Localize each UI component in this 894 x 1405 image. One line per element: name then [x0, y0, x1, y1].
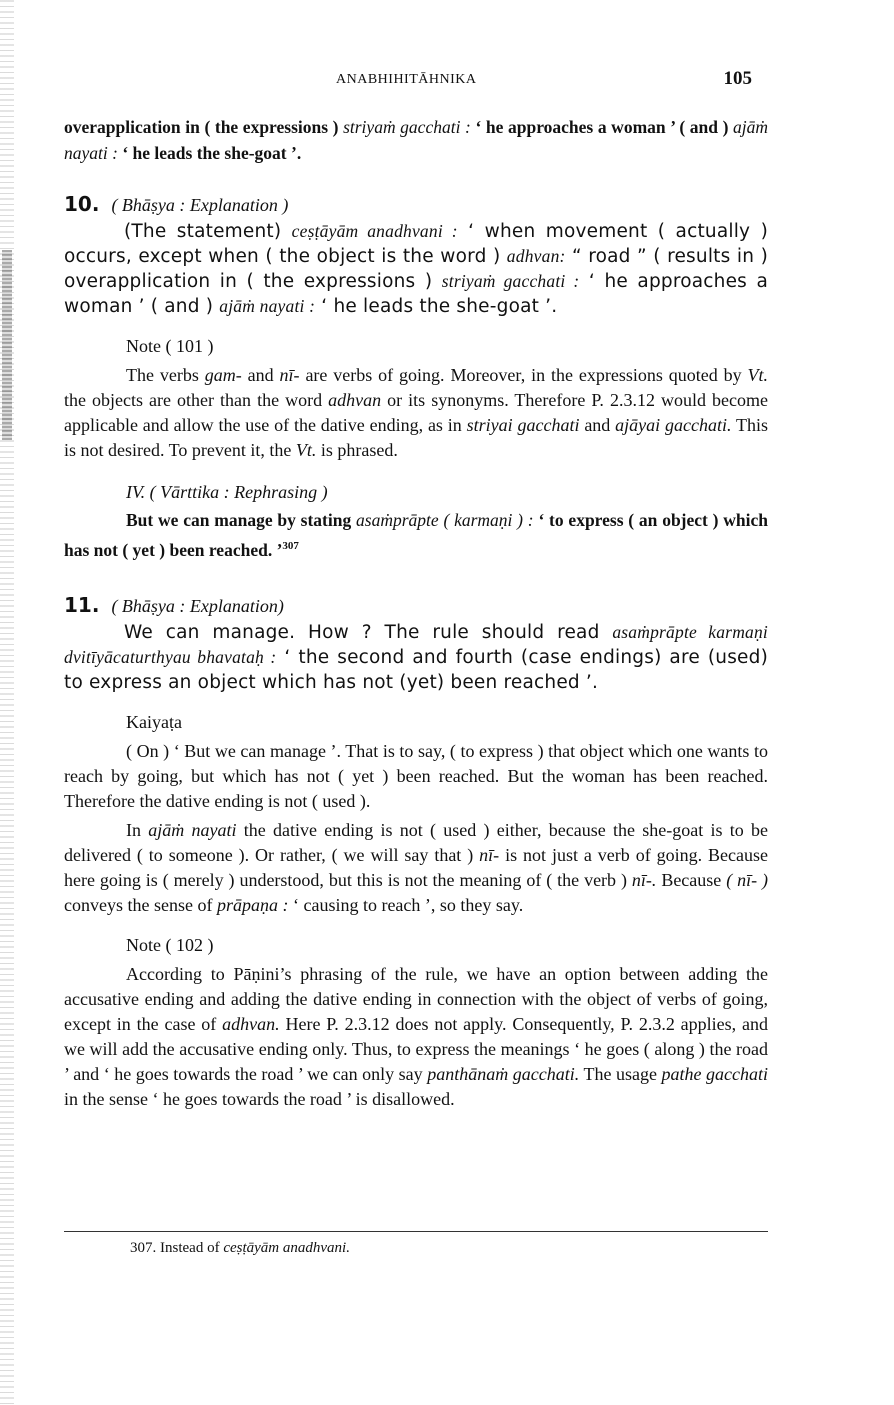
scan-edge-artifact	[0, 0, 14, 1405]
section-number: 11.	[64, 592, 100, 617]
note-101-heading: Note ( 101 )	[126, 336, 214, 356]
section-number: 10.	[64, 192, 100, 216]
scan-edge-shadow	[2, 250, 12, 440]
page-number: 105	[723, 68, 752, 89]
section-10-paragraph: (The statement) ceṣṭāyām anadhvani : ‘ when movement ( actually ) occurs, except when ( the object is the word ) adhvan: “ road ” ( results in ) overapplication in ( the expressions ) striyaṁ gacchati : ‘ he approaches a woman ’ ( and ) ajāṁ nayati : ‘ he leads the she-goat ’.	[64, 221, 768, 317]
note-102-heading: Note ( 102 )	[126, 934, 214, 955]
note-101-paragraph: The verbs gam- and nī- are verbs of going. Moreover, in the expressions quoted by Vt. the objects are other than the word adhvan or its synonyms. Therefore P. 2.3.12 would become applicable and allow the use of the dative ending, as in striyai gacchati and ajāyai gacchati. This is not desired. To prevent it, the Vt. is phrased.	[64, 365, 769, 460]
section-10-heading	[64, 192, 768, 217]
note-102-paragraph: According to Pāṇini’s phrasing of the rule, we have an option between adding the accusative ending and adding the dative ending in connection with the object of verbs of going, except in the case of adhvan. Here P. 2.3.12 does not apply. Consequently, P. 2.3.2 applies, and we will add the accusative ending only. Thus, to express the meanings ‘ he goes ( along ) the road ’ and ‘ he goes towards the road ’ we can only say panthānaṁ gacchati. The usage pathe gacchati in the sense ‘ he goes towards the road ’ is disallowed.	[64, 963, 769, 1109]
kaiyata-paragraph-1: ( On ) ‘ But we can manage ’. That is to say, ( to express ) that object which one wants to reach by going, but which has not ( yet ) been reached. But the woman has been reached. Therefore the dative ending is not ( used ).	[64, 740, 768, 811]
section-11-paragraph: We can manage. How ? The rule should read asaṁprāpte karmaṇi dvitīyācaturthyau bhavataḥ : ‘ the second and fourth (case endings) are (used) to express an object which has not (yet) been reached ’.	[64, 621, 768, 693]
kaiyata-paragraph-2: In ajāṁ nayati the dative ending is not ( used ) either, because the she-goat is to be delivered ( to someone ). Or rather, ( we will say that ) nī- is not just a verb of going. Because here going is ( merely ) understood, but this is not the meaning of ( the verb ) nī-. Because ( nī- ) conveys the sense of prāpaṇa : ‘ causing to reach ’, so they say.	[64, 819, 769, 915]
running-head	[64, 60, 768, 94]
section-label: ( Bhāṣya : Explanation)	[111, 595, 284, 616]
kaiyata-heading: Kaiyaṭa	[126, 711, 182, 732]
page-body	[64, 60, 768, 1112]
intro-paragraph: overapplication in ( the expressions ) striyaṁ gacchati : ‘ he approaches a woman ’ ( and ) ajāṁ nayati : ‘ he leads the she-goat ’.	[64, 117, 769, 163]
varttika-paragraph: But we can manage by stating asaṁprāpte ( karmaṇi ) : ‘ to express ( an object ) which has not ( yet ) been reached. ’$^{307}$	[64, 510, 769, 560]
running-title: ANABHIHITĀHNIKA	[336, 72, 477, 87]
footnote-ref: 307	[282, 540, 299, 552]
varttika-heading: IV. ( Vārttika : Rephrasing )	[126, 482, 328, 502]
section-label: ( Bhāṣya : Explanation )	[111, 195, 289, 215]
footnote-rule	[64, 1231, 768, 1232]
footnote-307: 307. Instead of ceṣṭāyām anadhvani.	[130, 1240, 350, 1256]
section-11-heading	[64, 593, 768, 618]
